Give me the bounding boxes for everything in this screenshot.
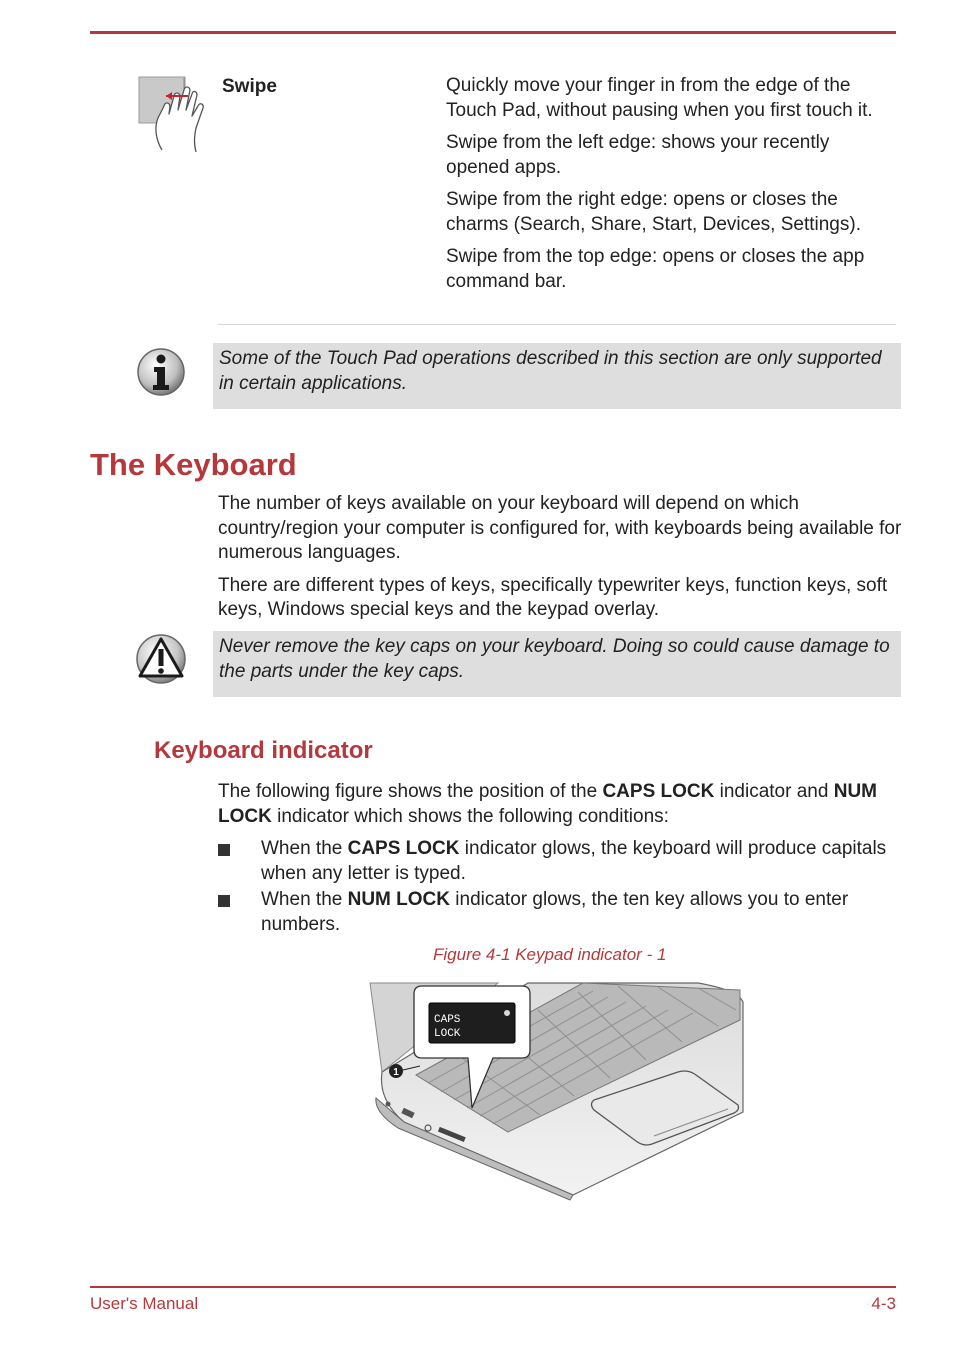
keyboard-paragraph-1: The number of keys available on your keyboard will depend on which country/region your computer is configured for, with keyboards being available for numerous languages. <box>218 493 902 563</box>
keypad-indicator-figure <box>368 980 746 1202</box>
keyboard-paragraph-2: There are different types of keys, specifically typewriter keys, function keys, soft keys, Windows special keys and the keypad overlay. <box>218 574 888 620</box>
list-item <box>218 888 898 937</box>
subsection-heading: Keyboard indicator <box>154 737 373 764</box>
warning-icon <box>135 632 187 686</box>
intro-text-1: The following figure shows the position of the <box>218 781 603 802</box>
list-item <box>218 837 898 886</box>
swipe-description <box>446 74 896 302</box>
swipe-desc-2: Swipe from the left edge: shows your recently opened apps. <box>446 132 830 178</box>
warning-note <box>213 631 901 697</box>
footer-title: User's Manual <box>90 1294 199 1313</box>
intro-text-3: indicator which shows the following conditions: <box>271 805 669 827</box>
bullet-square-icon <box>218 895 230 907</box>
keyboard-intro <box>218 492 908 631</box>
callout-number: 1 <box>393 1067 399 1078</box>
bullet-square-icon <box>218 844 230 856</box>
swipe-desc-3: Swipe from the right edge: opens or closes the charms (Search, Share, Start, Devices, Settings). <box>446 189 861 235</box>
footer-rule <box>90 1286 896 1288</box>
bullet-bold: CAPS LOCK <box>347 838 460 859</box>
swipe-gesture-icon <box>138 76 216 156</box>
indicator-bullet-list <box>218 837 898 939</box>
bullet-text: When the <box>261 838 348 859</box>
bullet-text: indicator glows, the keyboard will produce capitals when any letter is typed. <box>261 838 887 884</box>
table-divider <box>218 324 896 325</box>
info-note-text: Some of the Touch Pad operations described in this section are only supported in certain applications. <box>219 348 882 394</box>
caps-lock-term: CAPS LOCK <box>602 781 715 802</box>
bullet-text: indicator glows, the ten key allows you to enter numbers. <box>261 889 849 935</box>
bullet-bold: NUM LOCK <box>347 889 450 910</box>
caps-label-line2: LOCK <box>434 1028 461 1040</box>
section-heading: The Keyboard <box>90 447 297 482</box>
info-icon <box>136 347 186 397</box>
caps-label-line1: CAPS <box>434 1014 461 1026</box>
num-lock-term: NUM LOCK <box>218 781 877 827</box>
page-number: 4-3 <box>871 1294 896 1313</box>
figure-caption: Figure 4-1 Keypad indicator - 1 <box>433 945 667 964</box>
swipe-desc-1: Quickly move your finger in from the edge of the Touch Pad, without pausing when you first touch it. <box>446 75 873 121</box>
indicator-intro <box>218 780 898 829</box>
swipe-desc-4: Swipe from the top edge: opens or closes the app command bar. <box>446 246 865 292</box>
info-note <box>213 343 901 409</box>
intro-text-2: indicator and <box>714 781 834 802</box>
warning-note-text: Never remove the key caps on your keyboard. Doing so could cause damage to the parts under the key caps. <box>219 636 890 682</box>
bullet-text: When the <box>261 889 348 910</box>
header-rule <box>90 31 896 34</box>
swipe-term: Swipe <box>222 76 277 97</box>
